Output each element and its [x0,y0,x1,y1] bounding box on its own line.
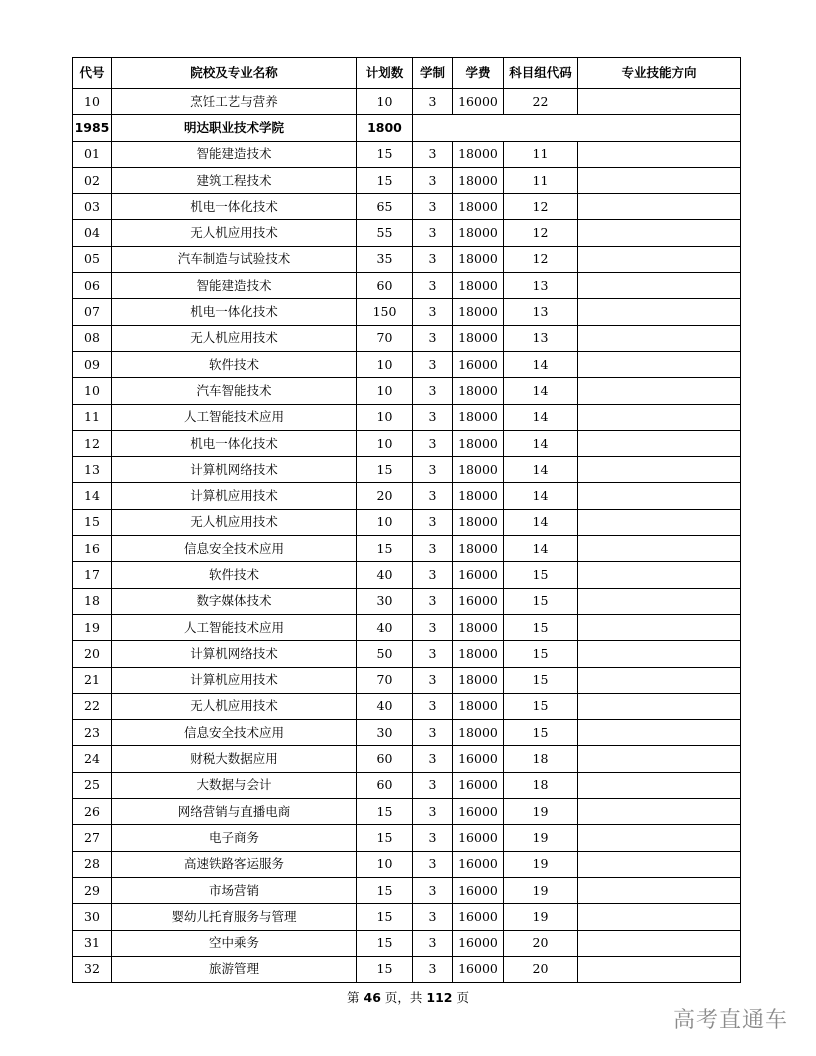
cell-direction [578,693,741,719]
cell-years: 3 [413,904,453,930]
cell-plan: 15 [357,877,413,903]
cell-name: 机电一体化技术 [112,299,357,325]
cell-group: 22 [504,89,578,115]
cell-group: 14 [504,457,578,483]
cell-group: 15 [504,667,578,693]
cell-group: 19 [504,825,578,851]
cell-plan: 60 [357,746,413,772]
cell-code: 13 [73,457,112,483]
cell-group: 11 [504,141,578,167]
cell-fee: 18000 [453,457,504,483]
cell-fee: 18000 [453,667,504,693]
cell-years: 3 [413,351,453,377]
cell-code: 29 [73,877,112,903]
table-row [73,430,741,456]
cell-code: 02 [73,167,112,193]
cell-fee: 18000 [453,299,504,325]
cell-group: 15 [504,641,578,667]
footer-middle: 页，共 [384,990,423,1005]
cell-direction [578,667,741,693]
cell-years: 3 [413,404,453,430]
cell-direction [578,378,741,404]
cell-plan: 65 [357,194,413,220]
cell-years: 3 [413,772,453,798]
cell-group: 15 [504,614,578,640]
cell-fee: 16000 [453,851,504,877]
table-row [73,772,741,798]
cell-plan: 10 [357,404,413,430]
cell-plan: 10 [357,851,413,877]
table-row [73,799,741,825]
cell-fee: 18000 [453,404,504,430]
cell-direction [578,614,741,640]
cell-name: 人工智能技术应用 [112,614,357,640]
cell-fee: 16000 [453,89,504,115]
cell-fee: 16000 [453,772,504,798]
cell-direction [578,956,741,982]
cell-direction [578,851,741,877]
cell-plan: 10 [357,378,413,404]
cell-plan: 30 [357,588,413,614]
cell-fee: 16000 [453,930,504,956]
cell-name: 计算机网络技术 [112,457,357,483]
cell-name: 计算机应用技术 [112,483,357,509]
table-row [73,693,741,719]
cell-code: 32 [73,956,112,982]
cell-code: 20 [73,641,112,667]
cell-years: 3 [413,720,453,746]
cell-fee: 18000 [453,220,504,246]
cell-plan: 15 [357,956,413,982]
cell-code: 14 [73,483,112,509]
cell-fee: 16000 [453,588,504,614]
cell-code: 24 [73,746,112,772]
table-row [73,904,741,930]
cell-years: 3 [413,956,453,982]
cell-years: 3 [413,325,453,351]
cell-fee: 18000 [453,509,504,535]
cell-plan: 30 [357,720,413,746]
cell-plan: 70 [357,667,413,693]
cell-plan: 150 [357,299,413,325]
table-row [73,825,741,851]
cell-fee: 16000 [453,351,504,377]
cell-group: 19 [504,799,578,825]
table-row [73,509,741,535]
cell-code: 15 [73,509,112,535]
cell-years: 3 [413,273,453,299]
cell-fee: 16000 [453,562,504,588]
table-body [73,89,741,983]
cell-code: 03 [73,194,112,220]
table-row [73,930,741,956]
cell-group: 13 [504,299,578,325]
cell-code: 10 [73,89,112,115]
cell-code: 22 [73,693,112,719]
cell-name: 市场营销 [112,877,357,903]
cell-name: 智能建造技术 [112,273,357,299]
cell-code: 21 [73,667,112,693]
cell-direction [578,457,741,483]
cell-name: 数字媒体技术 [112,588,357,614]
cell-years: 3 [413,89,453,115]
cell-plan: 55 [357,220,413,246]
cell-plan: 15 [357,825,413,851]
cell-years: 3 [413,667,453,693]
cell-direction [578,720,741,746]
cell-group: 19 [504,851,578,877]
school-code: 1985 [73,115,112,141]
cell-plan: 15 [357,904,413,930]
cell-group: 13 [504,273,578,299]
cell-plan: 20 [357,483,413,509]
cell-group: 14 [504,509,578,535]
cell-name: 婴幼儿托育服务与管理 [112,904,357,930]
cell-direction [578,799,741,825]
cell-years: 3 [413,799,453,825]
cell-group: 15 [504,588,578,614]
header-direction: 专业技能方向 [578,58,741,89]
cell-plan: 10 [357,509,413,535]
cell-name: 空中乘务 [112,930,357,956]
cell-years: 3 [413,877,453,903]
cell-fee: 16000 [453,877,504,903]
cell-code: 10 [73,378,112,404]
cell-code: 28 [73,851,112,877]
cell-years: 3 [413,614,453,640]
cell-fee: 18000 [453,325,504,351]
cell-fee: 18000 [453,430,504,456]
cell-name: 汽车智能技术 [112,378,357,404]
cell-direction [578,562,741,588]
cell-direction [578,825,741,851]
cell-code: 01 [73,141,112,167]
cell-group: 14 [504,351,578,377]
table-row [73,588,741,614]
cell-code: 04 [73,220,112,246]
table-row [73,667,741,693]
cell-direction [578,141,741,167]
cell-years: 3 [413,299,453,325]
cell-name: 电子商务 [112,825,357,851]
cell-direction [578,246,741,272]
cell-fee: 18000 [453,273,504,299]
cell-fee: 16000 [453,825,504,851]
table-row [73,299,741,325]
cell-plan: 15 [357,457,413,483]
cell-group: 14 [504,404,578,430]
cell-group: 19 [504,877,578,903]
cell-name: 网络营销与直播电商 [112,799,357,825]
cell-name: 大数据与会计 [112,772,357,798]
cell-code: 09 [73,351,112,377]
cell-plan: 15 [357,167,413,193]
cell-code: 23 [73,720,112,746]
cell-fee: 18000 [453,536,504,562]
cell-fee: 18000 [453,167,504,193]
watermark: 高考直通车 [672,1008,788,1033]
cell-years: 3 [413,509,453,535]
cell-group: 12 [504,246,578,272]
table-row [73,851,741,877]
cell-direction [578,904,741,930]
cell-code: 07 [73,299,112,325]
cell-fee: 18000 [453,141,504,167]
cell-years: 3 [413,851,453,877]
cell-name: 信息安全技术应用 [112,536,357,562]
cell-fee: 18000 [453,194,504,220]
cell-years: 3 [413,483,453,509]
table-row [73,246,741,272]
table-row [73,273,741,299]
table-row [73,562,741,588]
cell-fee: 16000 [453,746,504,772]
table-row [73,746,741,772]
cell-code: 17 [73,562,112,588]
cell-name: 信息安全技术应用 [112,720,357,746]
cell-direction [578,877,741,903]
table-header-row [73,58,741,89]
cell-name: 无人机应用技术 [112,325,357,351]
header-fee: 学费 [453,58,504,89]
cell-group: 14 [504,483,578,509]
cell-direction [578,194,741,220]
cell-plan: 70 [357,325,413,351]
cell-direction [578,772,741,798]
cell-years: 3 [413,167,453,193]
cell-direction [578,641,741,667]
table-row [73,89,741,115]
header-group: 科目组代码 [504,58,578,89]
cell-plan: 40 [357,614,413,640]
cell-code: 25 [73,772,112,798]
cell-code: 11 [73,404,112,430]
header-years: 学制 [413,58,453,89]
cell-name: 无人机应用技术 [112,220,357,246]
cell-code: 30 [73,904,112,930]
cell-fee: 16000 [453,799,504,825]
cell-group: 11 [504,167,578,193]
cell-code: 31 [73,930,112,956]
cell-direction [578,509,741,535]
cell-group: 14 [504,430,578,456]
cell-years: 3 [413,562,453,588]
cell-plan: 60 [357,772,413,798]
cell-plan: 40 [357,562,413,588]
cell-code: 16 [73,536,112,562]
cell-name: 财税大数据应用 [112,746,357,772]
header-name: 院校及专业名称 [112,58,357,89]
cell-direction [578,588,741,614]
cell-direction [578,220,741,246]
cell-group: 20 [504,956,578,982]
cell-years: 3 [413,746,453,772]
cell-name: 汽车制造与试验技术 [112,246,357,272]
table-row [73,194,741,220]
header-code: 代号 [73,58,112,89]
cell-plan: 10 [357,89,413,115]
cell-group: 20 [504,930,578,956]
cell-name: 建筑工程技术 [112,167,357,193]
header-plan: 计划数 [357,58,413,89]
cell-years: 3 [413,588,453,614]
cell-years: 3 [413,930,453,956]
cell-group: 14 [504,536,578,562]
cell-fee: 18000 [453,614,504,640]
table-row [73,956,741,982]
cell-years: 3 [413,641,453,667]
cell-years: 3 [413,536,453,562]
cell-years: 3 [413,378,453,404]
table-row [73,536,741,562]
cell-years: 3 [413,430,453,456]
cell-direction [578,404,741,430]
cell-code: 06 [73,273,112,299]
cell-direction [578,299,741,325]
cell-years: 3 [413,220,453,246]
cell-name: 无人机应用技术 [112,693,357,719]
cell-years: 3 [413,693,453,719]
cell-direction [578,167,741,193]
cell-group: 19 [504,904,578,930]
table-row [73,220,741,246]
footer-current-page: 46 [363,990,381,1005]
cell-plan: 15 [357,930,413,956]
footer-prefix: 第 [347,990,360,1005]
cell-name: 软件技术 [112,351,357,377]
table-row [73,483,741,509]
cell-years: 3 [413,194,453,220]
cell-code: 08 [73,325,112,351]
cell-plan: 10 [357,430,413,456]
cell-fee: 18000 [453,378,504,404]
cell-code: 18 [73,588,112,614]
cell-plan: 15 [357,536,413,562]
cell-plan: 60 [357,273,413,299]
table-row [73,141,741,167]
cell-name: 旅游管理 [112,956,357,982]
table-row [73,641,741,667]
table-row [73,325,741,351]
cell-group: 13 [504,325,578,351]
table-row [73,378,741,404]
school-row-empty [413,115,741,141]
school-plan: 1800 [357,115,413,141]
cell-group: 15 [504,693,578,719]
cell-code: 19 [73,614,112,640]
cell-direction [578,746,741,772]
table-row [73,351,741,377]
cell-fee: 18000 [453,720,504,746]
cell-plan: 35 [357,246,413,272]
cell-plan: 40 [357,693,413,719]
cell-code: 27 [73,825,112,851]
cell-group: 18 [504,772,578,798]
cell-name: 机电一体化技术 [112,194,357,220]
school-name: 明达职业技术学院 [112,115,357,141]
table-row [73,167,741,193]
cell-years: 3 [413,246,453,272]
cell-years: 3 [413,825,453,851]
footer-total-pages: 112 [426,990,453,1005]
cell-direction [578,483,741,509]
cell-code: 26 [73,799,112,825]
cell-code: 12 [73,430,112,456]
cell-name: 机电一体化技术 [112,430,357,456]
cell-name: 烹饪工艺与营养 [112,89,357,115]
school-row [73,115,741,141]
cell-name: 计算机应用技术 [112,667,357,693]
cell-years: 3 [413,457,453,483]
cell-fee: 16000 [453,956,504,982]
table-row [73,404,741,430]
table-row [73,720,741,746]
cell-group: 15 [504,720,578,746]
cell-fee: 18000 [453,693,504,719]
cell-name: 软件技术 [112,562,357,588]
cell-years: 3 [413,141,453,167]
cell-direction [578,325,741,351]
cell-group: 18 [504,746,578,772]
cell-fee: 16000 [453,904,504,930]
cell-direction [578,930,741,956]
cell-plan: 15 [357,141,413,167]
cell-direction [578,536,741,562]
cell-group: 14 [504,378,578,404]
cell-fee: 18000 [453,483,504,509]
table-row [73,614,741,640]
cell-direction [578,89,741,115]
cell-name: 计算机网络技术 [112,641,357,667]
cell-plan: 10 [357,351,413,377]
cell-name: 无人机应用技术 [112,509,357,535]
footer-suffix: 页 [456,990,469,1005]
cell-group: 15 [504,562,578,588]
cell-direction [578,351,741,377]
enrollment-plan-table [72,57,741,983]
cell-name: 高速铁路客运服务 [112,851,357,877]
cell-group: 12 [504,194,578,220]
cell-fee: 18000 [453,246,504,272]
cell-plan: 15 [357,799,413,825]
cell-name: 人工智能技术应用 [112,404,357,430]
cell-direction [578,273,741,299]
table-row [73,457,741,483]
cell-direction [578,430,741,456]
cell-fee: 18000 [453,641,504,667]
table-row [73,877,741,903]
cell-plan: 50 [357,641,413,667]
cell-name: 智能建造技术 [112,141,357,167]
cell-group: 12 [504,220,578,246]
cell-code: 05 [73,246,112,272]
